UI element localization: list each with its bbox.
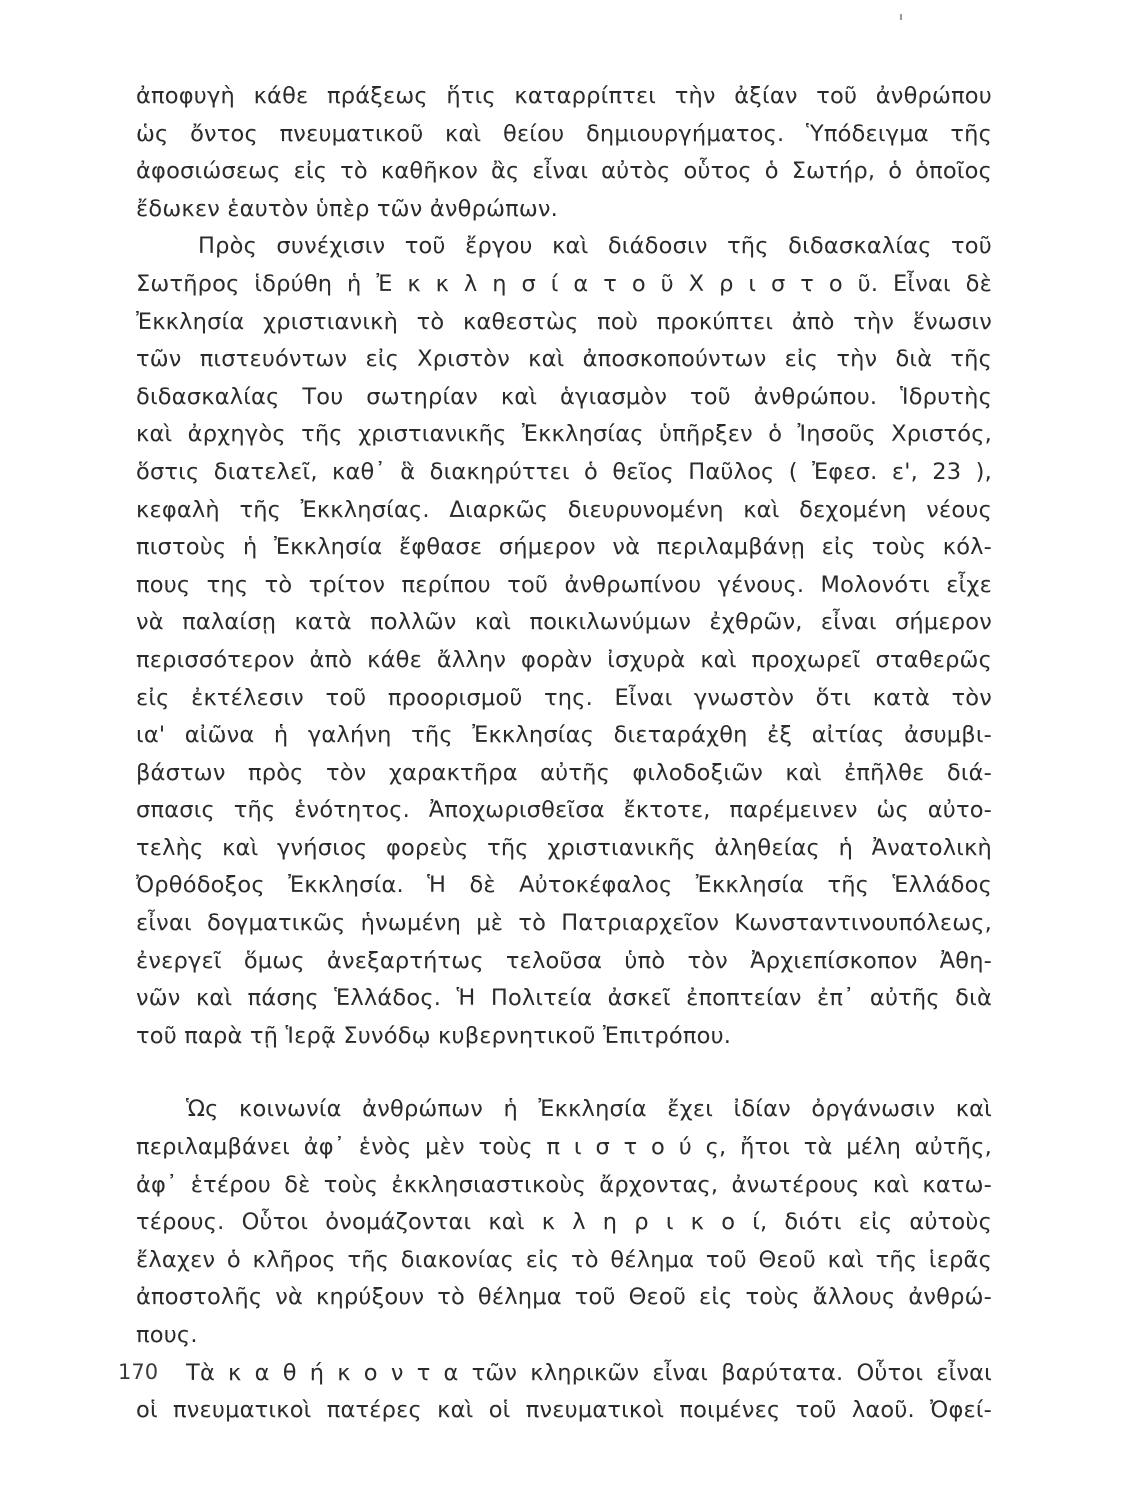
page-body (136, 78, 992, 1430)
text-line: ὅστις διατελεῖ, καθ᾽ ἃ διακηρύττει ὁ θεῖος Παῦλος ( Ἐφεσ. ε', 23 ), (136, 458, 992, 485)
paragraph-4 (136, 1355, 992, 1430)
text-line: περισσότερον ἀπὸ κάθε ἄλλην φορὰν ἰσχυρὰ καὶ προχωρεῖ σταθερῶς (136, 646, 992, 673)
paragraph-2 (136, 228, 992, 1055)
text-line: ἀποφυγὴ κάθε πράξεως ἥτις καταρρίπτει τὴν ἀξίαν τοῦ ἀνθρώπου (136, 83, 992, 109)
text-line: ἀφοσιώσεως εἰς τὸ καθῆκον ἂς εἶναι αὐτὸς οὗτος ὁ Σωτήρ, ὁ ὁποῖος (136, 158, 992, 185)
text-line: Ὀρθόδοξος Ἐκκλησία. Ἡ δὲ Αὐτοκέφαλος Ἐκκλησία τῆς Ἑλλάδος (136, 872, 992, 899)
text-line: τοῦ παρὰ τῇ Ἱερᾷ Συνόδῳ κυβερνητικοῦ Ἐπιτρόπου. (136, 1022, 732, 1049)
text-line: ἀφ᾽ ἑτέρου δὲ τοὺς ἐκκλησιαστικοὺς ἄρχοντας, ἀνωτέρους καὶ κατω- (136, 1171, 992, 1198)
text-line: τελὴς καὶ γνήσιος φορεὺς τῆς χριστιανικῆς ἀληθείας ἡ Ἀνατολικὴ (136, 834, 992, 861)
text-line: σπασις τῆς ἑνότητος. Ἀποχωρισθεῖσα ἔκτοτε, παρέμεινεν ὡς αὐτο- (136, 797, 992, 824)
text-line: Ἐκκλησία χριστιανικὴ τὸ καθεστὼς ποὺ προκύπτει ἀπὸ τὴν ἕνωσιν (136, 308, 992, 335)
paragraph-3 (136, 1091, 992, 1354)
text-line: ὡς ὄντος πνευματικοῦ καὶ θείου δημιουργήματος. Ὑπόδειγμα τῆς (136, 120, 992, 147)
text-line: τέρους. Οὗτοι ὀνομάζονται καὶ κ λ η ρ ι κ ο ί, διότι εἰς αὐτοὺς (136, 1209, 992, 1236)
text-line: ἔλαχεν ὁ κλῆρος τῆς διακονίας εἰς τὸ θέλημα τοῦ Θεοῦ καὶ τῆς ἱερᾶς (136, 1246, 992, 1273)
paragraph-gap (136, 1055, 992, 1091)
text-line: εἰς ἐκτέλεσιν τοῦ προορισμοῦ της. Εἶναι γνωστὸν ὅτι κατὰ τὸν (136, 684, 992, 711)
text-line: πιστοὺς ἡ Ἐκκλησία ἔφθασε σήμερον νὰ περιλαμβάνῃ εἰς τοὺς κόλ- (136, 534, 992, 561)
text-line: ἐνεργεῖ ὅμως ἀνεξαρτήτως τελοῦσα ὑπὸ τὸν Ἀρχιεπίσκοπον Ἀθη- (136, 947, 992, 974)
text-line: περιλαμβάνει ἀφ᾽ ἑνὸς μὲν τοὺς π ι σ τ ο ύ ς, ἤτοι τὰ μέλη αὐτῆς, (136, 1134, 992, 1161)
text-line: ἀποστολῆς νὰ κηρύξουν τὸ θέλημα τοῦ Θεοῦ εἰς τοὺς ἄλλους ἀνθρώ- (136, 1284, 992, 1311)
text-line: τῶν πιστευόντων εἰς Χριστὸν καὶ ἀποσκοπούντων εἰς τὴν διὰ τῆς (136, 346, 992, 373)
text-line: εἶναι δογματικῶς ἡνωμένη μὲ τὸ Πατριαρχεῖον Κωνσταντινουπόλεως, (136, 910, 992, 937)
text-line: νῶν καὶ πάσης Ἑλλάδος. Ἡ Πολιτεία ἀσκεῖ ἐποπτείαν ἐπ᾽ αὐτῆς διὰ (136, 985, 992, 1012)
text-line: Σωτῆρος ἱδρύθη ἡ Ἐ κ κ λ η σ ί α τ ο ῦ Χ ρ ι σ τ ο ῦ. Εἶναι δὲ (136, 270, 992, 297)
text-line: κεφαλὴ τῆς Ἐκκλησίας. Διαρκῶς διευρυνομένη καὶ δεχομένη νέους (136, 496, 992, 523)
text-line: ια' αἰῶνα ἡ γαλήνη τῆς Ἐκκλησίας διεταράχθη ἐξ αἰτίας ἀσυμβι- (136, 722, 992, 749)
text-line: καὶ ἀρχηγὸς τῆς χριστιανικῆς Ἐκκλησίας ὑπῆρξεν ὁ Ἰησοῦς Χριστός, (136, 421, 992, 448)
text-line: πους. (136, 1322, 198, 1348)
text-line: βάστων πρὸς τὸν χαρακτῆρα αὐτῆς φιλοδοξιῶν καὶ ἐπῆλθε διά- (136, 759, 992, 786)
text-line: Τὰ κ α θ ή κ ο ν τ α τῶν κληρικῶν εἶναι βαρύτατα. Οὗτοι εἶναι (186, 1359, 992, 1386)
text-line: νὰ παλαίσῃ κατὰ πολλῶν καὶ ποικιλωνύμων ἐχθρῶν, εἶναι σήμερον (136, 609, 992, 636)
text-line: πους της τὸ τρίτον περίπου τοῦ ἀνθρωπίνου γένους. Μολονότι εἶχε (136, 571, 992, 598)
paragraph-1 (136, 78, 992, 228)
page-number: 170 (118, 1360, 159, 1384)
text-line: διδασκαλίας Του σωτηρίαν καὶ ἁγιασμὸν τοῦ ἀνθρώπου. Ἱδρυτὴς (136, 383, 992, 410)
text-line: Πρὸς συνέχισιν τοῦ ἔργου καὶ διάδοσιν τῆς διδασκαλίας τοῦ (198, 233, 992, 260)
text-line: οἱ πνευματικοὶ πατέρες καὶ οἱ πνευματικοὶ ποιμένες τοῦ λαοῦ. Ὀφεί- (136, 1397, 992, 1424)
scan-mark (900, 14, 902, 20)
text-line: Ὡς κοινωνία ἀνθρώπων ἡ Ἐκκλησία ἔχει ἰδίαν ὀργάνωσιν καὶ (186, 1096, 992, 1123)
text-line: ἔδωκεν ἑαυτὸν ὑπὲρ τῶν ἀνθρώπων. (136, 195, 559, 222)
